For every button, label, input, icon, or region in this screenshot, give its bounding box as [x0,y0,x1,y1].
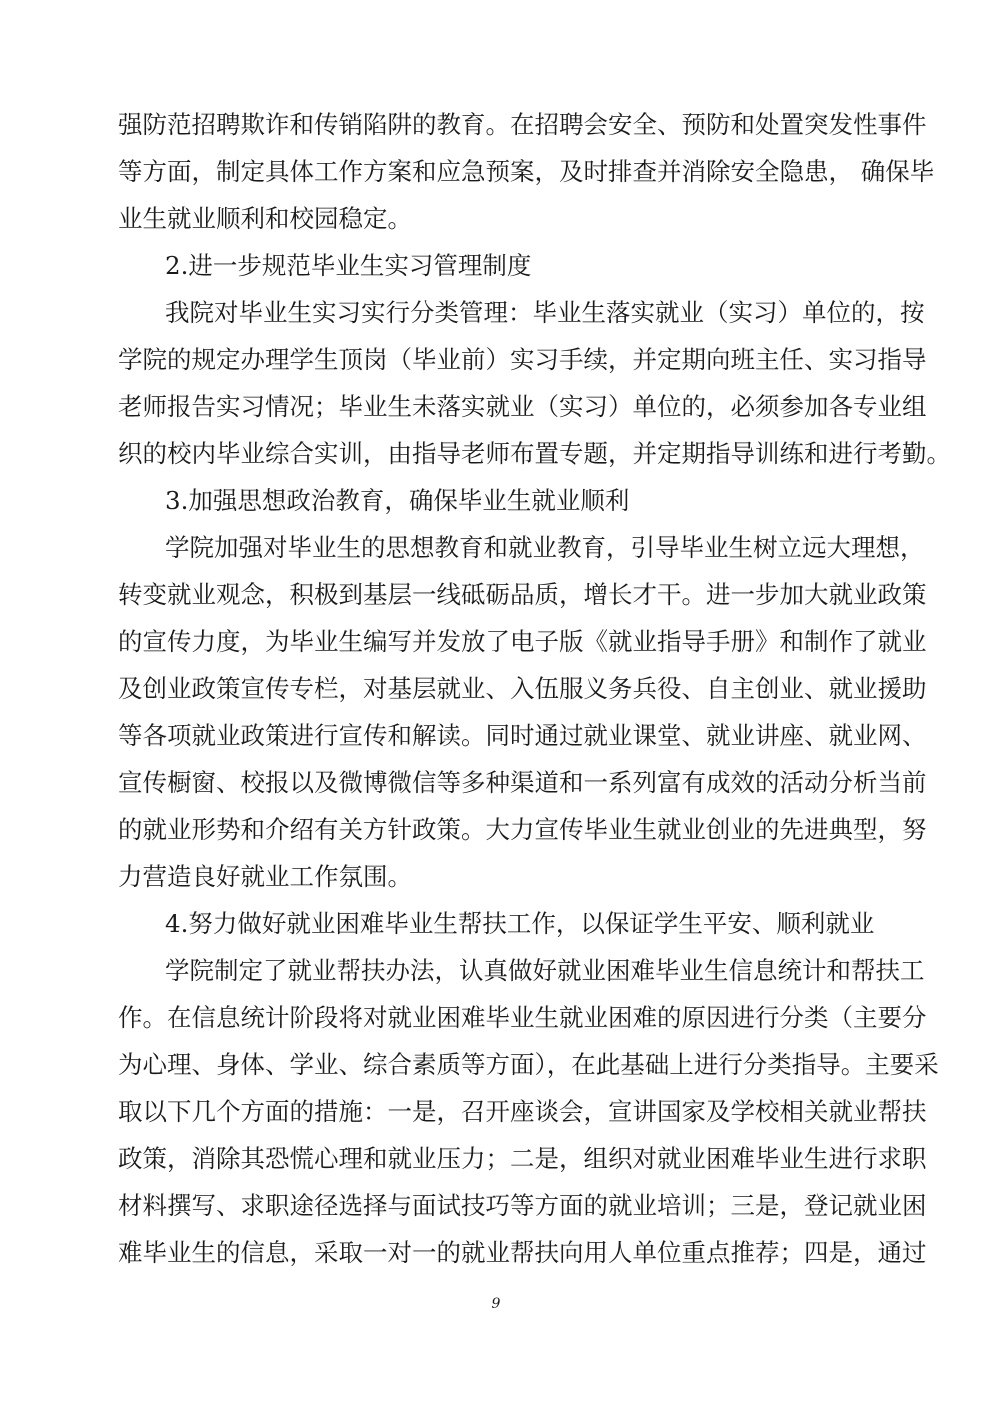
body-text-line: 转变就业观念，积极到基层一线砥砺品质，增长才干。进一步加大就业政策 [118,580,927,609]
body-text-line: 材料撰写、求职途径选择与面试技巧等方面的就业培训；三是，登记就业困 [118,1191,927,1220]
page-number: 9 [491,1296,501,1312]
body-text-line: 的就业形势和介绍有关方针政策。大力宣传毕业生就业创业的先进典型，努 [118,815,927,844]
body-text-line: 织的校内毕业综合实训，由指导老师布置专题，并定期指导训练和进行考勤。 [118,439,951,468]
body-text-line: 政策，消除其恐慌心理和就业压力；二是，组织对就业困难毕业生进行求职 [118,1144,927,1173]
body-text-line: 及创业政策宣传专栏，对基层就业、入伍服义务兵役、自主创业、就业援助 [118,674,927,703]
section-heading: 4.努力做好就业困难毕业生帮扶工作，以保证学生平安、顺利就业 [165,909,875,938]
body-text-line: 学院的规定办理学生顶岗（毕业前）实习手续，并定期向班主任、实习指导 [118,345,927,374]
body-text-line: 等各项就业政策进行宣传和解读。同时通过就业课堂、就业讲座、就业网、 [118,721,927,750]
body-text-line: 取以下几个方面的措施：一是，召开座谈会，宣讲国家及学校相关就业帮扶 [118,1097,927,1126]
body-text-line: 作。在信息统计阶段将对就业困难毕业生就业困难的原因进行分类（主要分 [118,1003,927,1032]
body-text-line: 难毕业生的信息，采取一对一的就业帮扶向用人单位重点推荐；四是，通过 [118,1238,927,1267]
body-text-line: 老师报告实习情况；毕业生未落实就业（实习）单位的，必须参加各专业组 [118,392,927,421]
body-text-line: 业生就业顺利和校园稳定。 [118,204,412,233]
body-text-line: 强防范招聘欺诈和传销陷阱的教育。在招聘会安全、预防和处置突发性事件 [118,110,927,139]
section-heading: 2.进一步规范毕业生实习管理制度 [165,251,532,280]
body-text-line: 力营造良好就业工作氛围。 [118,862,412,891]
body-text-line: 学院制定了就业帮扶办法，认真做好就业困难毕业生信息统计和帮扶工 [165,956,925,985]
body-text-line: 宣传橱窗、校报以及微博微信等多种渠道和一系列富有成效的活动分析当前 [118,768,927,797]
body-text-line: 的宣传力度，为毕业生编写并发放了电子版《就业指导手册》和制作了就业 [118,627,927,656]
body-text-line: 我院对毕业生实习实行分类管理：毕业生落实就业（实习）单位的，按 [165,298,925,327]
section-heading: 3.加强思想政治教育，确保毕业生就业顺利 [165,486,630,515]
body-text-line: 学院加强对毕业生的思想教育和就业教育，引导毕业生树立远大理想， [165,533,925,562]
body-text-line: 为心理、身体、学业、综合素质等方面），在此基础上进行分类指导。主要采 [118,1050,939,1079]
body-text-line: 等方面，制定具体工作方案和应急预案，及时排查并消除安全隐患， 确保毕 [118,157,935,186]
